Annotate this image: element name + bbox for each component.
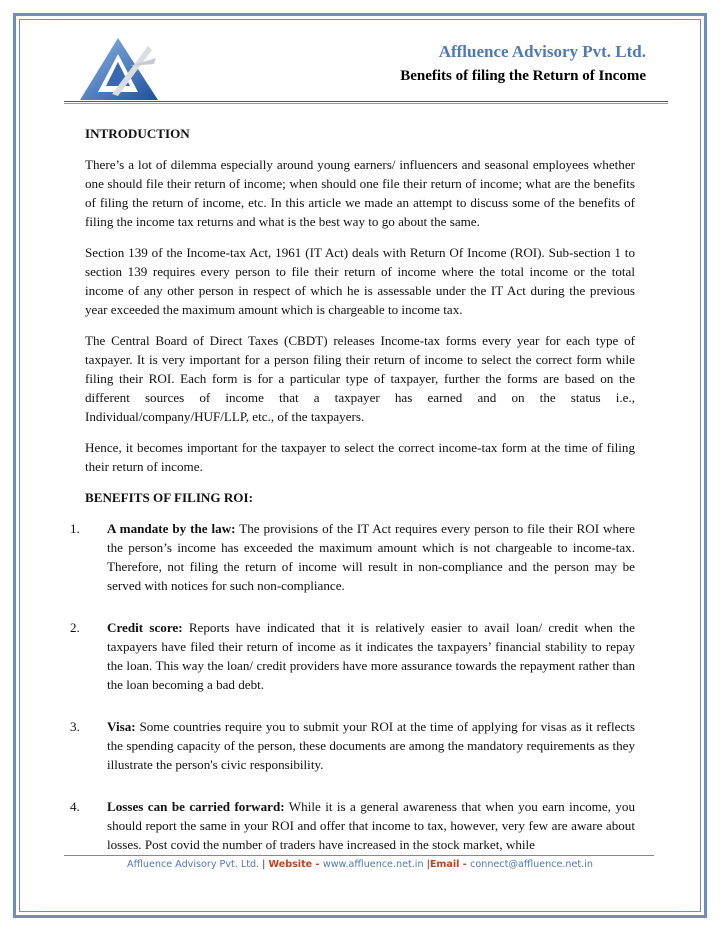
footer-separator: | xyxy=(423,859,430,870)
benefit-title: Visa: xyxy=(107,719,136,734)
page-footer xyxy=(0,859,720,870)
footer-website-link[interactable]: www.affluence.net.in xyxy=(322,859,424,870)
introduction-heading: INTRODUCTION xyxy=(85,126,190,141)
document-body xyxy=(70,124,635,877)
benefit-item-losses xyxy=(70,797,635,854)
header-divider xyxy=(64,101,668,102)
company-logo-icon xyxy=(68,36,164,102)
list-number: 2. xyxy=(70,620,80,635)
benefit-text: Reports have indicated that it is relatively easier to avail loan/ credit when the taxpayers have filed their return of income as it indicates the taxpayers’ financial stability to repay the loan. This way the loan/ credit providers have more assurance towards the repayment rather than the loan becoming a bad debt. xyxy=(107,620,635,692)
footer-company: Affluence Advisory Pvt. Ltd. xyxy=(127,859,260,870)
benefit-text: While it is a general awareness that when you earn income, you should report the same in your ROI and offer that income to tax, however, very few are aware about losses. Post covid the number of traders have increased in the stock market, while xyxy=(107,799,635,852)
list-number: 3. xyxy=(70,719,80,734)
document-title: Benefits of filing the Return of Income xyxy=(400,68,646,84)
benefit-text: Some countries require you to submit your ROI at the time of applying for visas as it reflects the spending capacity of the person, these documents are among the mandatory requirements as they illustrate the person's civic responsibility. xyxy=(107,719,635,772)
benefit-title: Losses can be carried forward: xyxy=(107,799,285,814)
benefits-heading: BENEFITS OF FILING ROI: xyxy=(85,490,253,505)
intro-paragraph-2: Section 139 of the Income-tax Act, 1961 (IT Act) deals with Return Of Income (ROI). Sub-section 1 to section 139 requires every person to file their return of income where the total income or the total income of any other person in respect of which he is assessable under the IT Act during the previous year exceeded the maximum amount which is chargeable to income tax. xyxy=(85,245,635,317)
benefit-title: Credit score: xyxy=(107,620,183,635)
footer-divider xyxy=(64,855,654,856)
benefit-text: The provisions of the IT Act requires every person to file their ROI where the person’s income has exceeded the maximum amount which is not chargeable to income-tax. Therefore, not filing the return of income will result in non-compliance and the person may be served with notices for such non-compliance. xyxy=(107,521,635,593)
list-number: 4. xyxy=(70,799,80,814)
intro-paragraph-4: Hence, it becomes important for the taxpayer to select the correct income-tax form at the time of filing their return of income. xyxy=(85,440,635,474)
footer-email-link[interactable]: connect@affluence.net.in xyxy=(470,859,593,870)
benefits-list xyxy=(70,519,635,854)
list-number: 1. xyxy=(70,521,80,536)
intro-paragraph-1: There’s a lot of dilemma especially around young earners/ influencers and seasonal employees whether one should file their return of income; when should one file their return of income; what are the benefits of filing the return of income, etc. In this article we made an attempt to discuss some of the benefits of filing the income tax returns and what is the best way to go about the same. xyxy=(85,157,635,229)
benefit-item-visa xyxy=(70,717,635,774)
benefit-title: A mandate by the law: xyxy=(107,521,236,536)
footer-website-label: Website - xyxy=(268,859,323,870)
header-divider-secondary xyxy=(64,103,668,104)
benefit-item-credit-score xyxy=(70,618,635,694)
footer-separator: | xyxy=(259,859,269,870)
footer-email-label: Email - xyxy=(429,859,471,870)
company-name: Affluence Advisory Pvt. Ltd. xyxy=(438,42,646,61)
intro-paragraph-3: The Central Board of Direct Taxes (CBDT) releases Income-tax forms every year for each type of taxpayer. It is very important for a person filing their return of income to select the correct form while filing their ROI. Each form is for a particular type of taxpayer, further the forms are based on the different sources of income that a taxpayer has earned and on the status i.e., Individual/company/HUF/LLP, etc., of the taxpayers. xyxy=(85,333,635,424)
benefit-item-law xyxy=(70,519,635,595)
